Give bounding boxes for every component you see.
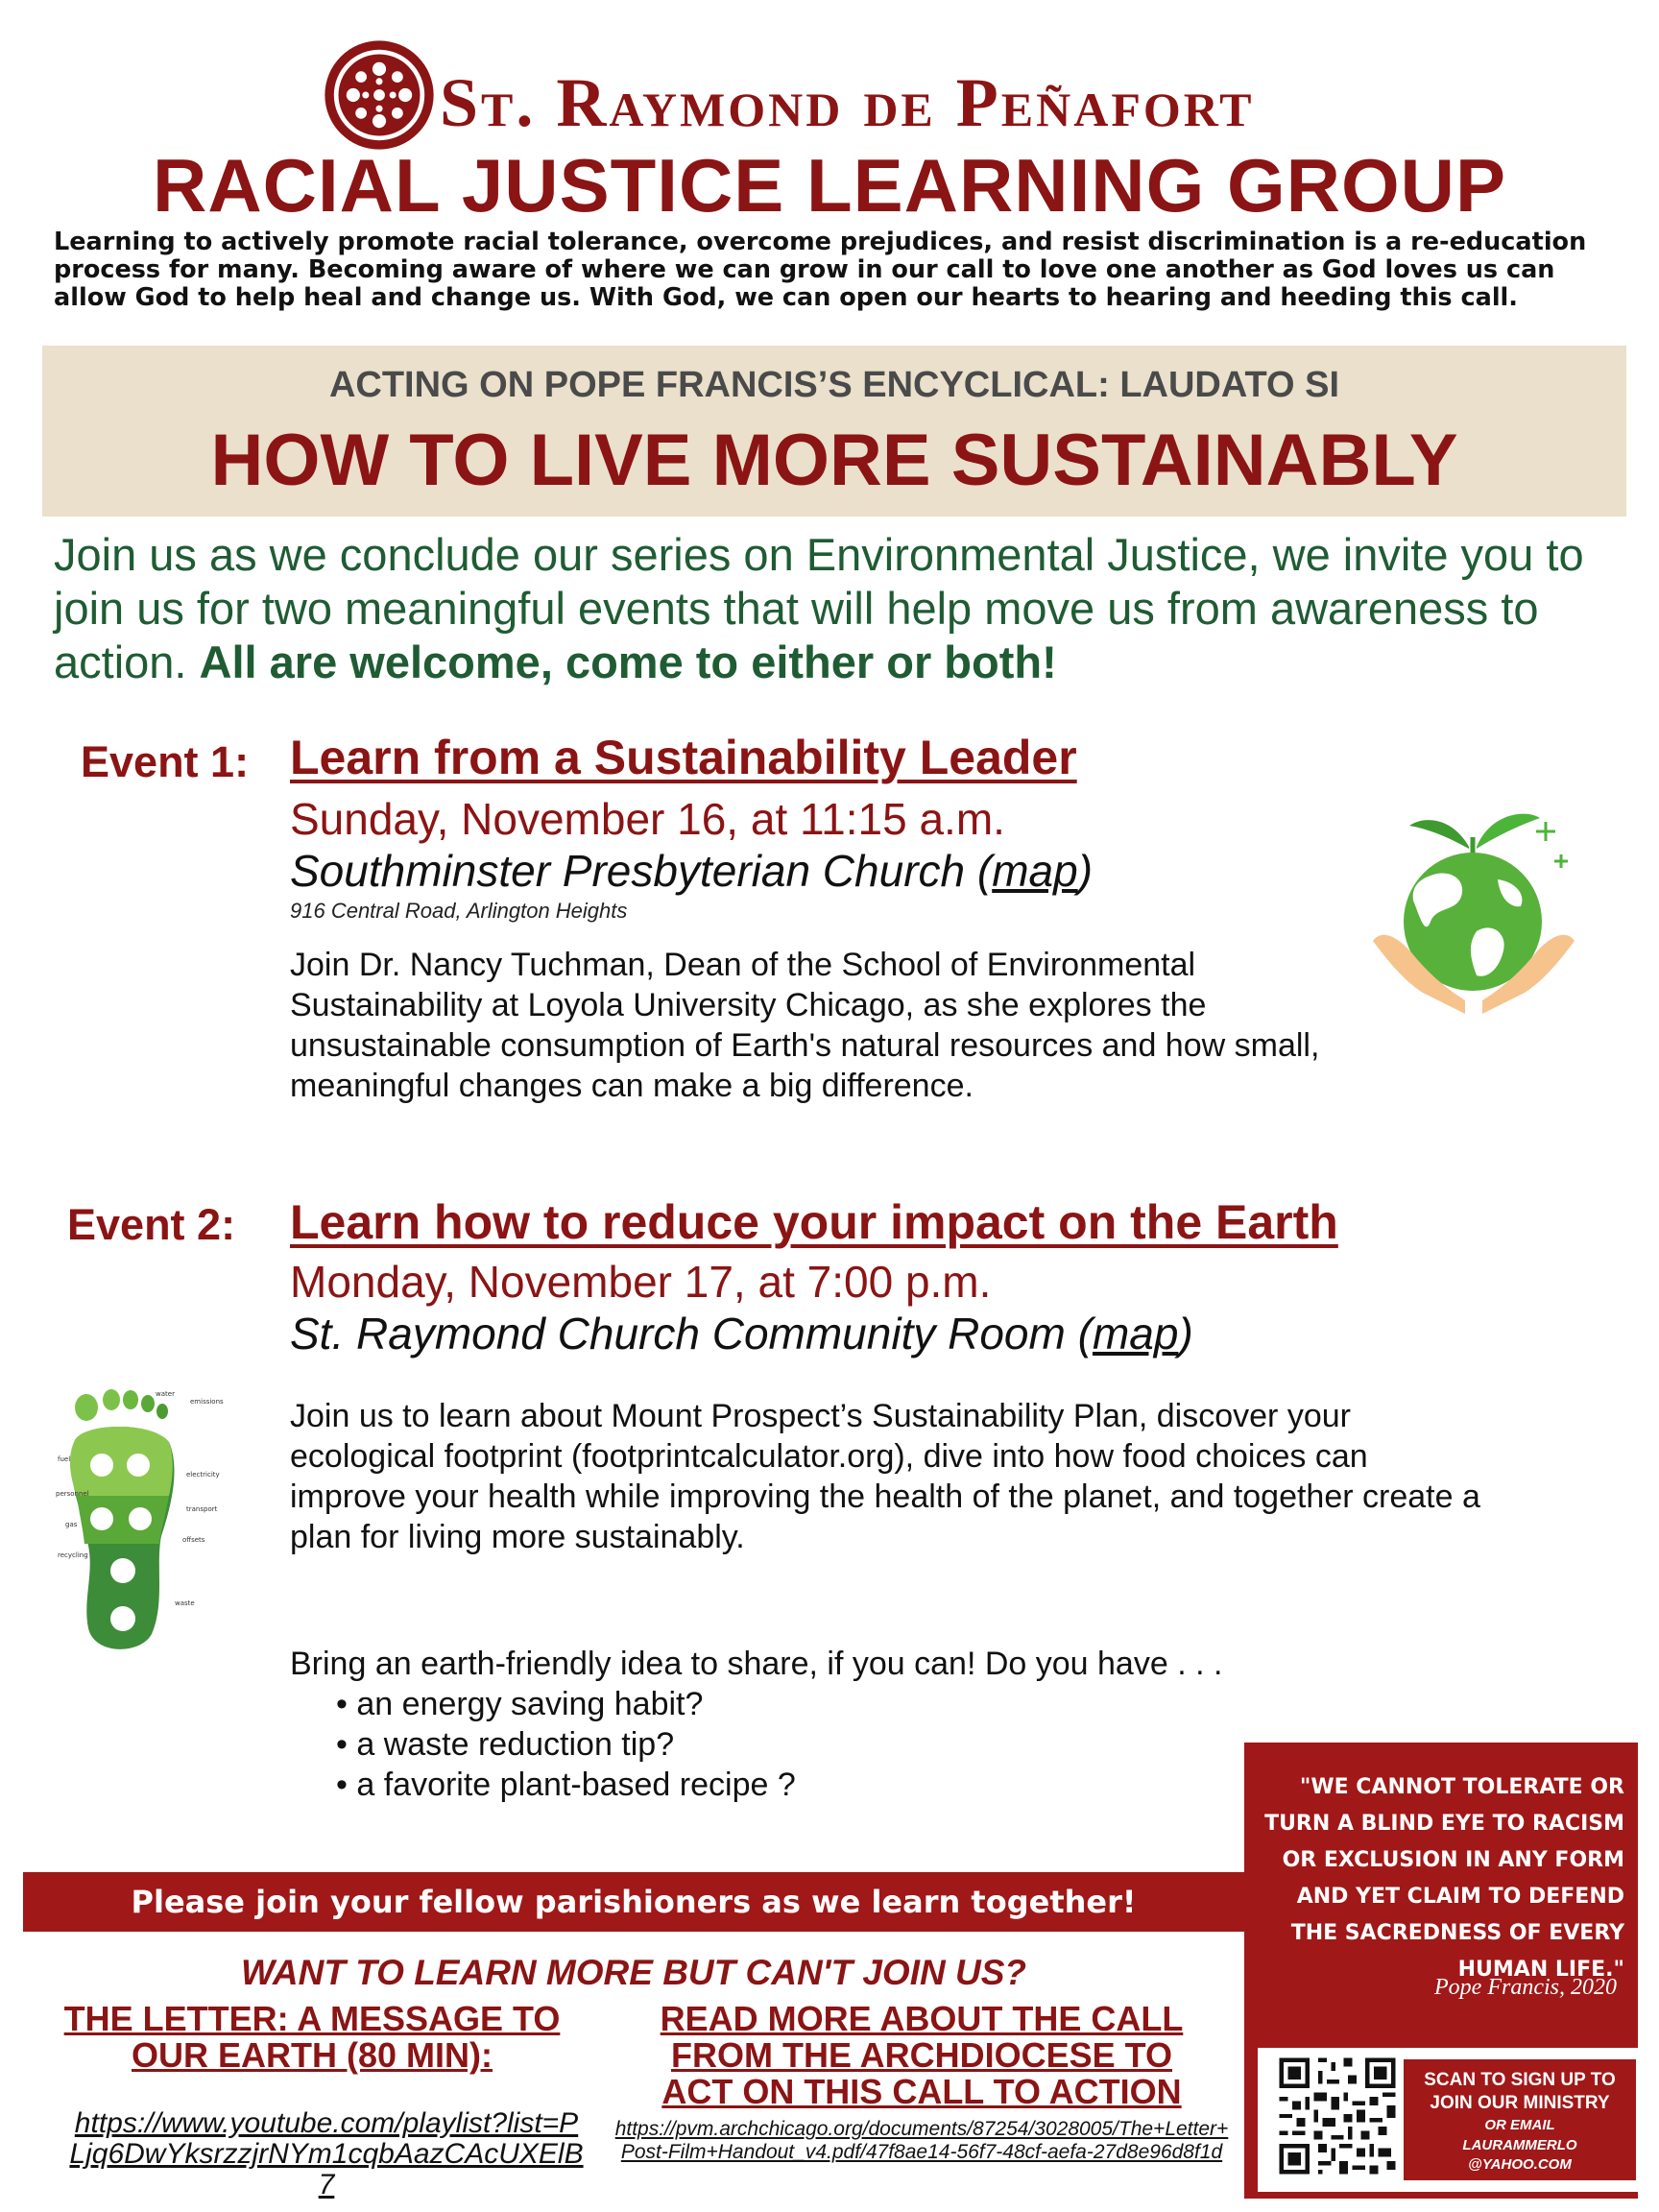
invitation-emphasis: All are welcome, come to either or both! <box>199 637 1057 687</box>
parish-logo-icon <box>323 38 436 152</box>
footprint-label: emissions <box>190 1398 224 1406</box>
event1-date: Sunday, November 16, at 11:15 a.m. <box>290 794 1005 844</box>
event1-map-link[interactable]: map <box>992 846 1078 896</box>
event1-address: 916 Central Road, Arlington Heights <box>290 899 628 923</box>
qr-code-icon[interactable] <box>1275 2054 1400 2178</box>
resource-letter-heading[interactable]: THE LETTER: A MESSAGE TO OUR EARTH (80 MIN): <box>63 1999 561 2075</box>
signup-panel <box>1258 2048 1638 2192</box>
event2-title: Learn how to reduce your impact on the Earth <box>290 1195 1338 1249</box>
event1-place <box>290 845 1093 897</box>
signup-text <box>1404 2059 1636 2180</box>
email-label: OR EMAIL <box>1484 2117 1555 2133</box>
bring-item: • an energy saving habit? <box>336 1684 1480 1724</box>
banner-subtitle: ACTING ON POPE FRANCIS’S ENCYCLICAL: LAUDATO SI <box>328 365 1340 405</box>
intro-paragraph: Learning to actively promote racial tolerance, overcome prejudices, and resist discrimination is a re-education process for many. Becoming aware of where we can grow in our call to love one another as God loves us can allow God to help heal and change us. With God, we can open our hearts to hearing and heeding this call. <box>54 228 1587 312</box>
join-banner <box>23 1872 1244 1932</box>
footprint-label: electricity <box>186 1471 220 1479</box>
footprint-label: offsets <box>182 1536 205 1544</box>
bring-item: • a favorite plant-based recipe ? <box>336 1765 1480 1805</box>
event2-place-name: St. Raymond Church Community Room <box>290 1309 1066 1358</box>
event1-title: Learn from a Sustainability Leader <box>290 731 1077 784</box>
footprint-label: gas <box>65 1521 78 1528</box>
invitation-text <box>54 528 1628 689</box>
title-banner <box>42 346 1626 517</box>
footprint-label: personnel <box>56 1490 89 1498</box>
resource-archdiocese-link[interactable]: https://pvm.archchicago.org/documents/87254/3028005/The+Letter+Post-Film+Handout_v4.pdf/47f8ae14-56f7-48cf-aefa-27d8e96d8f1d <box>614 2118 1229 2163</box>
event2-map-open: ( <box>1077 1309 1093 1358</box>
bring-item: • a waste reduction tip? <box>336 1724 1480 1765</box>
footprint-label: water <box>156 1390 175 1398</box>
event2-map-close: ) <box>1178 1309 1193 1358</box>
event2-date: Monday, November 17, at 7:00 p.m. <box>290 1257 992 1307</box>
resource-archdiocese-heading[interactable]: READ MORE ABOUT THE CALL FROM THE ARCHDIOCESE TO ACT ON THIS CALL TO ACTION <box>660 1999 1184 2111</box>
join-text: Please join your fellow parishioners as we learn together! <box>131 1884 1137 1920</box>
want-more-heading: WANT TO LEARN MORE BUT CAN'T JOIN US? <box>241 1953 1026 1992</box>
event2-place <box>290 1308 1193 1359</box>
footprint-label: waste <box>175 1599 195 1607</box>
event1-label: Event 1: <box>81 737 250 786</box>
quote-attribution: Pope Francis, 2020 <box>1434 1975 1617 2000</box>
event1-description: Join Dr. Nancy Tuchman, Dean of the School of Environmental Sustainability at Loyola University Chicago, as she explores the unsustainable consumption of Earth's natural resources and how small, meaningful changes can make a big difference. <box>290 947 1320 1104</box>
pope-quote: "WE CANNOT TOLERATE OR TURN A BLIND EYE TO RACISM OR EXCLUSION IN ANY FORM AND YET CLAIM TO DEFEND THE SACREDNESS OF EVERY HUMAN LIFE." <box>1264 1775 1624 1982</box>
invitation-body: Join us as we conclude our series on Environmental Justice, we invite you to join us for two meaningful events that will help move us from awareness to action. <box>54 529 1584 687</box>
earth-in-hands-icon <box>1363 787 1584 1027</box>
group-title: RACIAL JUSTICE LEARNING GROUP <box>153 143 1506 228</box>
ecological-footprint-icon <box>56 1382 248 1661</box>
event1-map-close: ) <box>1077 846 1094 896</box>
event2-description: Join us to learn about Mount Prospect’s Sustainability Plan, discover your ecological footprint (footprintcalculator.org), dive into how food choices can improve your health while improving the health of the planet, and together create a plan for living more sustainably. <box>290 1398 1480 1555</box>
event2-map-link[interactable]: map <box>1092 1309 1179 1358</box>
email-address-line1[interactable]: LAURAMMERLO <box>1462 2137 1577 2153</box>
banner-title: HOW TO LIVE MORE SUSTAINABLY <box>210 420 1458 501</box>
email-address-line2[interactable]: @YAHOO.COM <box>1468 2156 1572 2173</box>
footprint-label: fuel <box>58 1455 71 1463</box>
signup-label: SCAN TO SIGN UP TO JOIN OUR MINISTRY <box>1424 2070 1616 2113</box>
event2-label: Event 2: <box>67 1200 236 1249</box>
resource-letter-link[interactable]: https://www.youtube.com/playlist?list=PLjq6DwYksrzzjrNYm1cqbAazCAcUXElB7 <box>69 2107 584 2200</box>
footprint-label: transport <box>186 1505 218 1513</box>
quote-box <box>1244 1743 1638 2199</box>
footprint-label: recycling <box>58 1551 88 1559</box>
bring-intro: Bring an earth-friendly idea to share, if you can! Do you have . . . <box>290 1646 1223 1682</box>
parish-name: St. Raymond de Peñafort <box>440 64 1255 141</box>
event1-place-name: Southminster Presbyterian Church <box>290 846 966 896</box>
event1-map-open: ( <box>976 846 993 896</box>
